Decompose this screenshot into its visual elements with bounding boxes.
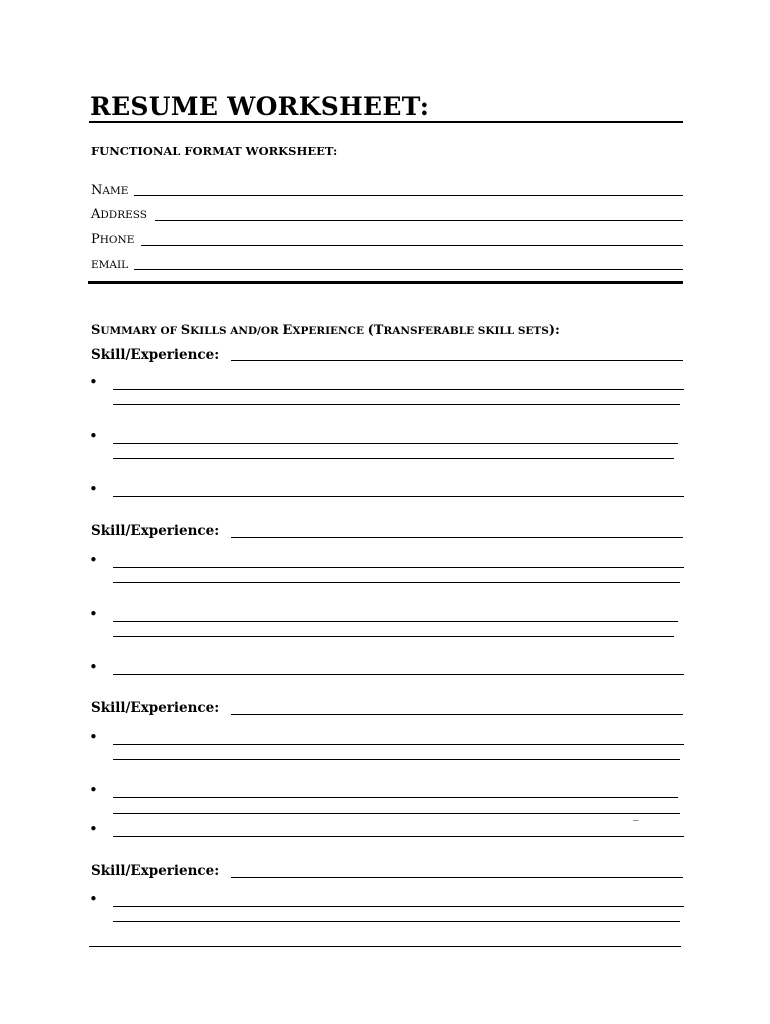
skill-field[interactable] (231, 877, 683, 878)
entry-line[interactable] (113, 621, 678, 622)
skill-label: Skill/Experience: (91, 700, 220, 716)
skill-label: Skill/Experience: (91, 347, 220, 363)
stray-mark: _ (633, 808, 639, 821)
entry-line[interactable] (113, 567, 684, 568)
bullet: • (89, 551, 98, 569)
email-label: EMAIL (91, 259, 129, 271)
bullet: • (89, 427, 98, 445)
entry-line[interactable] (113, 582, 680, 583)
entry-line[interactable] (113, 906, 684, 907)
entry-line[interactable] (113, 797, 678, 798)
entry-line[interactable] (113, 496, 684, 497)
skill-label: Skill/Experience: (91, 523, 220, 539)
bullet: • (89, 728, 98, 746)
email-field[interactable] (134, 269, 683, 270)
bullet: • (89, 781, 98, 799)
entry-line[interactable] (113, 744, 684, 745)
worksheet-title: RESUME WORKSHEET: (90, 92, 430, 121)
title-underline (89, 121, 683, 123)
entry-line[interactable] (113, 836, 684, 837)
phone-field[interactable] (141, 245, 683, 246)
address-label: ADDRESS (91, 207, 147, 222)
skill-label: Skill/Experience: (91, 863, 220, 879)
summary-heading: SUMMARY OF SKILLS AND/OR EXPERIENCE (TRANSFERABLE SKILL SETS): (91, 323, 560, 338)
entry-line[interactable] (113, 443, 678, 444)
bullet: • (89, 373, 98, 391)
bullet: • (89, 658, 98, 676)
entry-line[interactable] (113, 674, 684, 675)
phone-label: PHONE (91, 232, 135, 247)
entry-line[interactable] (113, 813, 680, 814)
entry-line[interactable] (113, 921, 680, 922)
name-field[interactable] (134, 195, 683, 196)
name-label: NAME (91, 183, 129, 198)
entry-line[interactable] (113, 404, 680, 405)
bullet: • (89, 480, 98, 498)
contact-divider (88, 281, 683, 284)
worksheet-subtitle: FUNCTIONAL FORMAT WORKSHEET: (91, 144, 338, 158)
skill-field[interactable] (231, 360, 683, 361)
bullet: • (89, 820, 98, 838)
skill-field[interactable] (231, 537, 683, 538)
bullet: • (89, 605, 98, 623)
footer-rule (89, 946, 681, 947)
entry-line[interactable] (113, 458, 674, 459)
bullet: • (89, 890, 98, 908)
entry-line[interactable] (113, 389, 684, 390)
entry-line[interactable] (113, 636, 674, 637)
address-field[interactable] (155, 220, 683, 221)
skill-field[interactable] (231, 714, 683, 715)
entry-line[interactable] (113, 759, 680, 760)
